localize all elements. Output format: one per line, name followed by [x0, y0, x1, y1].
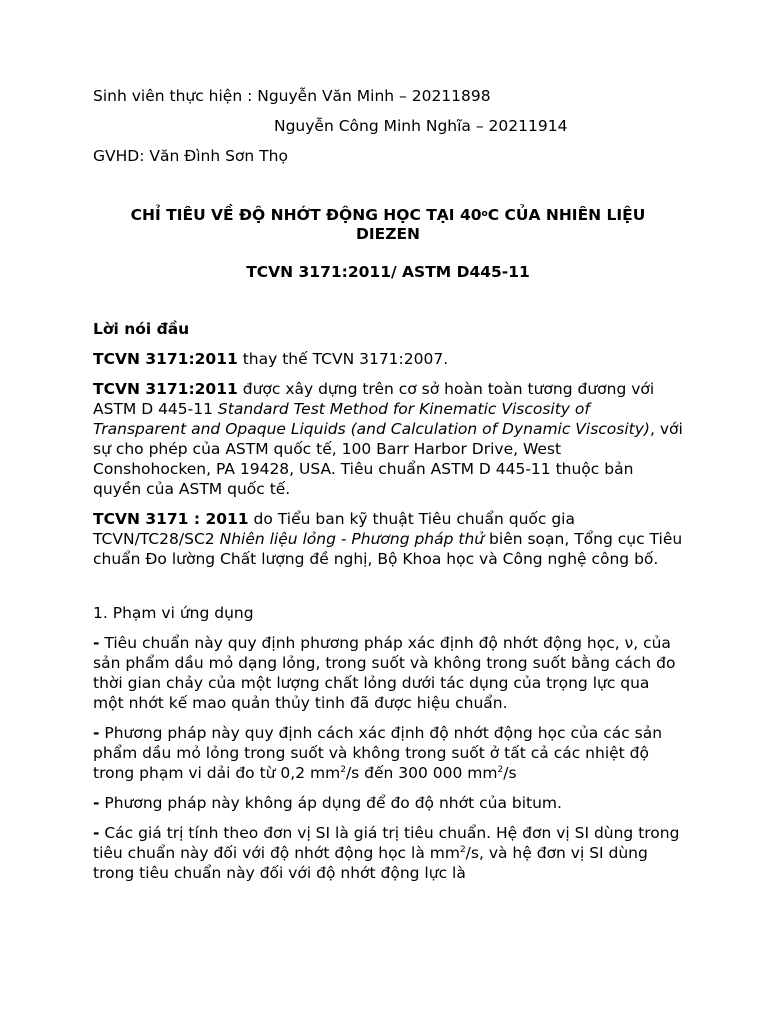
foreword-paragraph-3 [93, 509, 683, 569]
paragraph-text: do Tiểu ban kỹ thuật Tiêu chuẩn quốc gia TCVN/TC28/SC2 [93, 510, 575, 548]
foreword-heading: Lời nói đầu [93, 320, 190, 338]
standard-ref: TCVN 3171:2011 [93, 380, 238, 398]
scope-item-3 [93, 793, 683, 813]
degree-superscript: o [481, 209, 488, 219]
bullet-dash: - [93, 824, 100, 842]
title-text-post: C CỦA NHIÊN LIỆU DIEZEN [355, 206, 646, 243]
standard-code: TCVN 3171:2011/ ASTM D445-11 [246, 263, 530, 281]
scope-text: /s đến 300 000 mm [345, 764, 498, 782]
document-page [93, 86, 683, 883]
paragraph-text: thay thế TCVN 3171:2007. [237, 350, 449, 368]
scope-text: Các giá trị tính theo đơn vị SI là giá trị tiêu chuẩn. Hệ đơn vị SI dùng trong tiêu chuẩn này đối với độ nhớt động học là mm [93, 824, 680, 862]
scope-item-4 [93, 823, 683, 883]
paragraph-text: biên soạn, Tổng cục Tiêu chuẩn Đo lường Chất lượng đề nghị, Bộ Khoa học và Công nghệ công bố. [93, 530, 683, 568]
astm-title-italic: Standard Test Method for Kinematic Viscosity of Transparent and Opaque Liquids (and Calculation of Dynamic Viscosity) [93, 400, 650, 438]
scope-text: Phương pháp này không áp dụng để đo độ nhớt của bitum. [99, 794, 562, 812]
foreword-paragraph-2 [93, 379, 683, 499]
advisor-line: GVHD: Văn Đình Sơn Thọ [93, 147, 288, 165]
foreword-paragraph-1 [93, 349, 683, 369]
document-title [93, 206, 683, 244]
bullet-dash: - [93, 724, 100, 742]
superscript: 2 [459, 845, 466, 855]
superscript: 2 [340, 765, 346, 775]
title-text-pre: CHỈ TIÊU VỀ ĐỘ NHỚT ĐỘNG HỌC TẠI 40 [130, 206, 482, 224]
bullet-dash: - [93, 634, 100, 652]
standard-ref: TCVN 3171:2011 [93, 350, 238, 368]
second-student-line: Nguyễn Công Minh Nghĩa – 20211914 [274, 117, 568, 135]
scope-text: /s, và hệ đơn vị SI dùng trong tiêu chuẩn này đối với độ nhớt động lực là [93, 844, 648, 882]
paragraph-text: , với sự cho phép của ASTM quốc tế, 100 Barr Harbor Drive, West Conshohocken, PA 19428, USA. Tiêu chuẩn ASTM D 445-11 thuộc bản quyền của ASTM quốc tế. [93, 420, 683, 498]
superscript: 2 [497, 765, 504, 775]
scope-item-1 [93, 633, 683, 713]
bullet-dash: - [93, 794, 100, 812]
committee-title-italic: Nhiên liệu lỏng - Phương pháp thử [219, 530, 485, 548]
scope-item-2 [93, 723, 683, 783]
student-line: Sinh viên thực hiện : Nguyễn Văn Minh – 20211898 [93, 87, 491, 105]
standard-ref: TCVN 3171 : 2011 [93, 510, 249, 528]
paragraph-text: được xây dựng trên cơ sở hoàn toàn tương đương với ASTM D 445-11 [93, 380, 655, 418]
scope-text: /s [503, 764, 517, 782]
scope-text: Phương pháp này quy định cách xác định độ nhớt động học của các sản phẩm dầu mỏ lỏng trong suốt và không trong suốt ở tất cả các nhiệt độ trong phạm vi dải đo từ 0,2 mm [93, 724, 663, 782]
section-1-title: 1. Phạm vi ứng dụng [93, 604, 254, 622]
scope-text: Tiêu chuẩn này quy định phương pháp xác định độ nhớt động học, ν, của sản phẩm dầu mỏ dạng lỏng, trong suốt và không trong suốt bằng cách đo thời gian chảy của một lượng chất lỏng dưới tác dụng của trọng lực qua một nhớt kế mao quản thủy tinh đã được hiệu chuẩn. [93, 634, 676, 712]
